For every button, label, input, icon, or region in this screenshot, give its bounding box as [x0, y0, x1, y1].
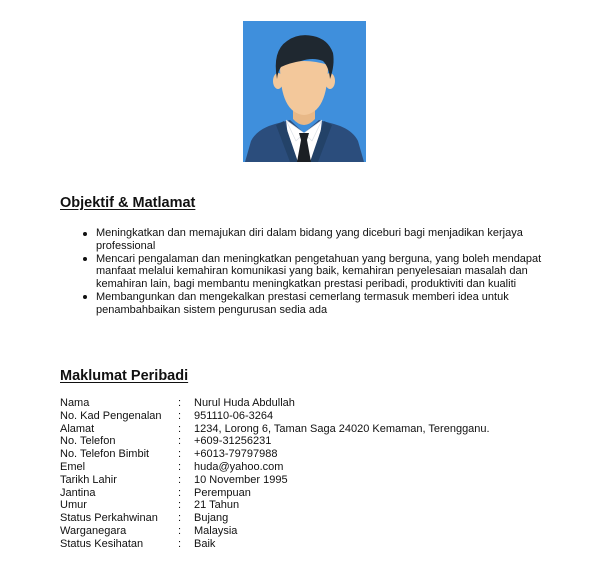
info-separator: : — [178, 460, 182, 473]
personal-info-table — [60, 397, 490, 551]
info-separator: : — [178, 448, 182, 461]
info-label: Umur — [60, 499, 87, 512]
info-label: Status Kesihatan — [60, 537, 144, 550]
info-value: 10 November 1995 — [194, 473, 288, 486]
personal-info-heading: Maklumat Peribadi — [60, 368, 189, 384]
info-row-marital-status — [60, 512, 490, 525]
info-separator: : — [178, 409, 182, 422]
objective-list — [96, 227, 544, 317]
info-value: Malaysia — [194, 524, 238, 537]
info-value: huda@yahoo.com — [194, 460, 284, 473]
info-separator: : — [178, 435, 182, 448]
info-label: Emel — [60, 460, 86, 473]
info-row-ic-number — [60, 410, 490, 423]
info-row-age — [60, 499, 490, 512]
info-row-health-status — [60, 538, 490, 551]
objective-item: Meningkatkan dan memajukan diri dalam bidang yang diceburi bagi menjadikan kerjaya professional — [96, 227, 544, 253]
person-avatar-icon — [243, 21, 366, 162]
objective-item: Membangunkan dan mengekalkan prestasi cemerlang termasuk memberi idea untuk penambahbaikan sistem pengurusan sedia ada — [96, 291, 544, 317]
info-value: Nurul Huda Abdullah — [194, 397, 295, 409]
info-label: Tarikh Lahir — [60, 473, 117, 486]
info-row-email — [60, 461, 490, 474]
profile-photo — [243, 21, 366, 162]
info-separator: : — [178, 499, 182, 512]
info-separator: : — [178, 473, 182, 486]
info-separator: : — [178, 537, 182, 550]
info-separator: : — [178, 512, 182, 525]
info-value: 951110-06-3264 — [194, 409, 274, 422]
info-label: No. Kad Pengenalan — [60, 409, 162, 422]
info-label: Warganegara — [60, 524, 127, 537]
info-value: 21 Tahun — [194, 499, 240, 512]
info-row-address — [60, 423, 490, 436]
info-row-citizenship — [60, 525, 490, 538]
info-value: Baik — [194, 537, 216, 550]
info-label: Status Perkahwinan — [60, 512, 158, 525]
info-value: +6013-79797988 — [194, 448, 278, 461]
info-label: Jantina — [60, 486, 96, 499]
info-label: Alamat — [60, 422, 95, 435]
info-row-phone — [60, 435, 490, 448]
objective-item: Mencari pengalaman dan meningkatkan pengetahuan yang berguna, yang boleh mendapat manfaat melalui kemahiran komunikasi yang baik, kemahiran penyelesaian masalah dan kemahiran lain, bagi membantu meningkatkan prestasi peribadi, produktiviti dan kualiti — [96, 253, 544, 291]
info-row-gender — [60, 487, 490, 500]
info-row-name — [60, 397, 490, 410]
info-value: 1234, Lorong 6, Taman Saga 24020 Kemaman, Terengganu. — [194, 422, 490, 435]
info-separator: : — [178, 397, 182, 409]
info-separator: : — [178, 524, 182, 537]
info-value: Bujang — [194, 512, 229, 525]
info-separator: : — [178, 422, 182, 435]
objective-heading: Objektif & Matlamat — [60, 195, 196, 211]
info-separator: : — [178, 486, 182, 499]
info-row-birth-date — [60, 474, 490, 487]
info-label: No. Telefon — [60, 435, 116, 448]
info-label: No. Telefon Bimbit — [60, 448, 150, 461]
info-row-mobile — [60, 448, 490, 461]
info-value: +609-31256231 — [194, 435, 272, 448]
info-label: Nama — [60, 397, 90, 409]
info-value: Perempuan — [194, 486, 251, 499]
